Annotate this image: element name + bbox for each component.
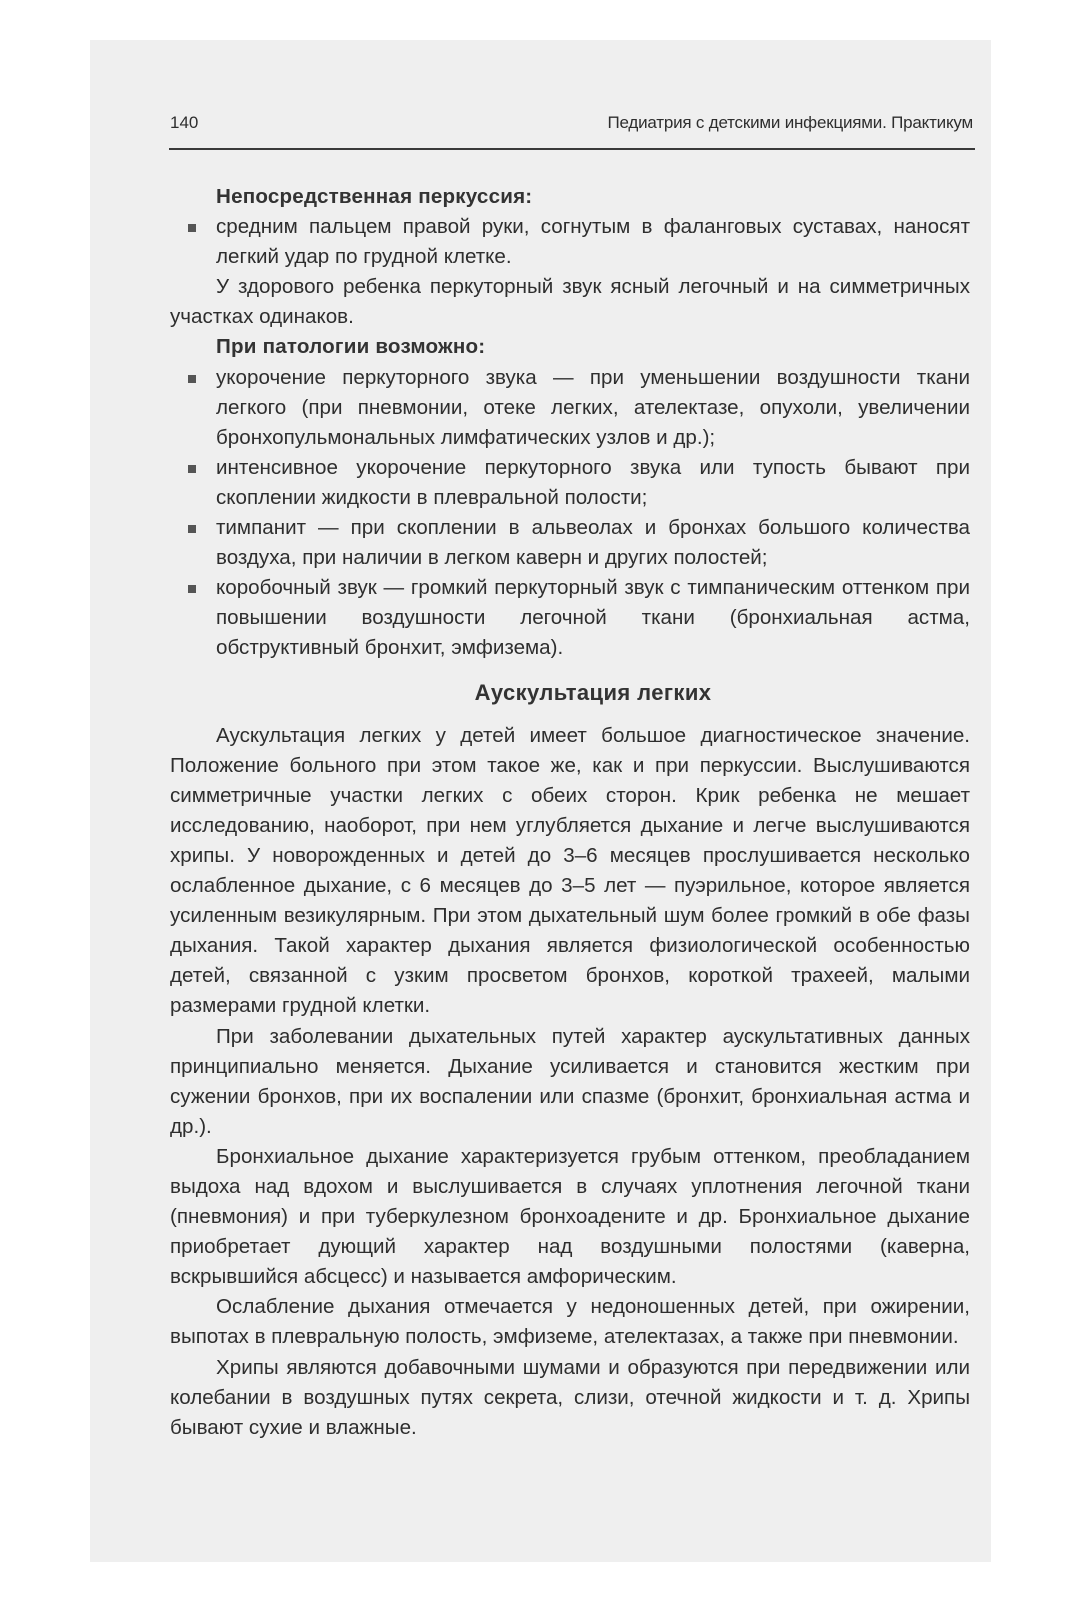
- list-item-text: интенсивное укорочение перкуторного звука или тупость бывают при скоплении жидкости в плевральной полости;: [216, 455, 970, 509]
- list-item-text: коробочный звук — громкий перкуторный звук с тимпаническим оттенком при повышении воздушности легочной ткани (бронхиальная астма, обструктивный бронхит, эмфизема).: [216, 576, 970, 660]
- list-item: [216, 212, 970, 272]
- header-rule: [169, 148, 975, 150]
- page-body: [170, 182, 970, 1443]
- healthy-child-paragraph: У здорового ребенка перкуторный звук ясный легочный и на симметричных участках одинаков.: [170, 275, 970, 329]
- list-item: [216, 513, 970, 573]
- page-number: 140: [170, 113, 199, 132]
- body-paragraph: Бронхиальное дыхание характеризуется грубым оттенком, преобладанием выдоха над вдохом и выслушивается в случаях уплотнения легочной ткани (пневмония) и при туберкулезном бронхоадените и др. Бронхиальное дыхание приобретает дующий характер над воздушными полостями (каверна, вскрывшийся абсцесс) и называется амфорическим.: [170, 1144, 970, 1289]
- direct-percussion-list: [170, 212, 970, 272]
- bullet-square-icon: [188, 375, 196, 383]
- body-paragraph: При заболевании дыхательных путей характер аускультативных данных принципиально меняется. Дыхание усиливается и становится жестким при сужении бронхов, при их воспалении или спазме (бронхит, бронхиальная астма и др.).: [170, 1024, 970, 1138]
- list-item: [216, 573, 970, 663]
- bullet-square-icon: [188, 525, 196, 533]
- list-item-text: тимпанит — при скоплении в альвеолах и бронхах большого количества воздуха, при наличии в легком каверн и других полостей;: [216, 516, 970, 570]
- bullet-square-icon: [188, 585, 196, 593]
- book-page: [90, 40, 991, 1562]
- pathology-list: [170, 363, 970, 664]
- bullet-square-icon: [188, 224, 196, 232]
- body-paragraph: Аускультация легких у детей имеет большое диагностическое значение. Положение больного при этом такое же, как и при перкуссии. Выслушиваются симметричные участки легких с обеих сторон. Крик ребенка не мешает исследованию, наоборот, при нем углубляется дыхание и легче выслушиваются хрипы. У новорожденных и детей до 3–6 месяцев прослушивается несколько ослабленное дыхание, с 6 месяцев до 3–5 лет — пуэрильное, которое является усиленным везикулярным. При этом дыхательный шум более громкий в обе фазы дыхания. Такой характер дыхания является физиологической особенностью детей, связанной с узким просветом бронхов, короткой трахеей, малыми размерами грудной клетки.: [170, 723, 970, 1018]
- running-header: [170, 113, 973, 137]
- direct-percussion-heading: Непосредственная перкуссия:: [216, 185, 533, 208]
- body-paragraph: Ослабление дыхания отмечается у недоношенных детей, при ожирении, выпотах в плевральную полость, эмфиземе, ателектазах, а также при пневмонии.: [170, 1295, 970, 1349]
- list-item: [216, 363, 970, 453]
- body-paragraph: Хрипы являются добавочными шумами и образуются при передвижении или колебании в воздушных путях секрета, слизи, отечной жидкости и т. д. Хрипы бывают сухие и влажные.: [170, 1355, 970, 1439]
- bullet-square-icon: [188, 465, 196, 473]
- list-item-text: укорочение перкуторного звука — при уменьшении воздушности ткани легкого (при пневмонии, отеке легких, ателектазе, опухоли, увеличении бронхопульмональных лимфатических узлов и др.);: [216, 365, 970, 449]
- section-title: Аускультация легких: [474, 679, 712, 705]
- pathology-heading: При патологии возможно:: [216, 335, 486, 359]
- list-item-text: средним пальцем правой руки, согнутым в фаланговых суставах, наносят легкий удар по грудной клетке.: [216, 215, 970, 269]
- list-item: [216, 453, 970, 513]
- running-title: Педиатрия с детскими инфекциями. Практикум: [607, 113, 973, 132]
